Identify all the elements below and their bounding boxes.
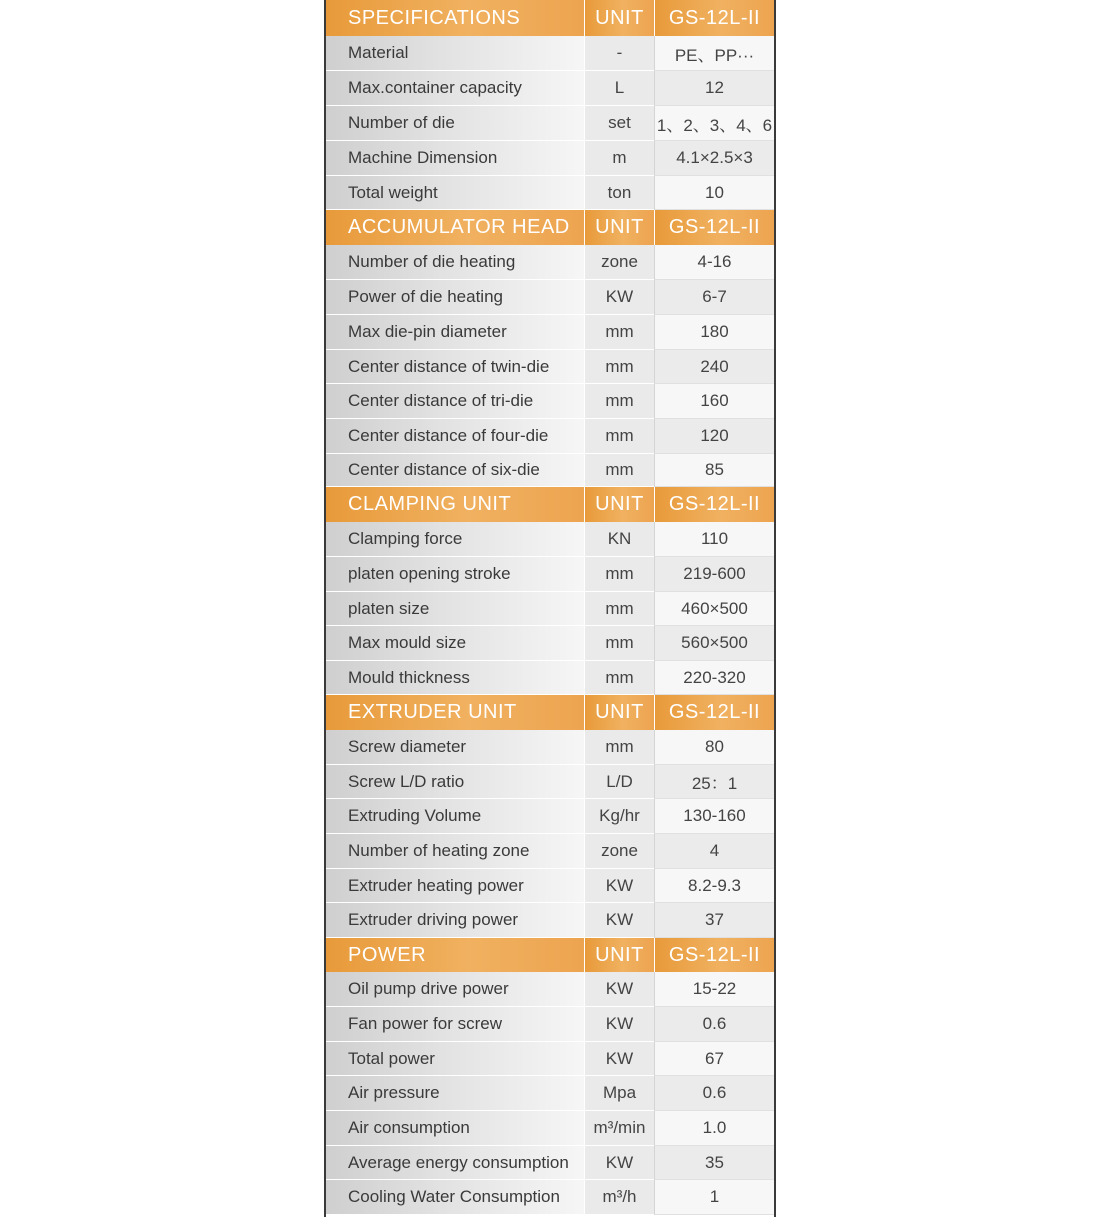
table-row: [326, 1180, 774, 1215]
unit-header: UNIT: [584, 210, 654, 245]
spec-unit: mm: [584, 350, 654, 384]
spec-value: 15-22: [654, 972, 774, 1007]
spec-name: Machine Dimension: [326, 141, 584, 176]
spec-name: Number of die: [326, 106, 584, 141]
spec-unit: mm: [584, 626, 654, 661]
spec-name: Mould thickness: [326, 661, 584, 695]
table-row: [326, 1007, 774, 1042]
spec-unit: mm: [584, 557, 654, 592]
spec-unit: Kg/hr: [584, 799, 654, 834]
spec-table: [324, 0, 776, 1217]
model-header: GS-12L-II: [654, 938, 774, 972]
spec-name: Max.container capacity: [326, 71, 584, 106]
table-row: [326, 350, 774, 384]
spec-value: 110: [654, 522, 774, 557]
unit-header: UNIT: [584, 0, 654, 36]
spec-name: Total weight: [326, 176, 584, 210]
table-row: [326, 1111, 774, 1146]
unit-header: UNIT: [584, 938, 654, 972]
spec-unit: KN: [584, 522, 654, 557]
spec-name: Extruder driving power: [326, 903, 584, 938]
spec-name: Screw L/D ratio: [326, 765, 584, 799]
spec-value: 120: [654, 419, 774, 454]
spec-name: Air pressure: [326, 1076, 584, 1111]
model-header: GS-12L-II: [654, 487, 774, 522]
table-row: [326, 592, 774, 626]
table-row: [326, 71, 774, 106]
table-row: [326, 661, 774, 695]
spec-name: Center distance of four-die: [326, 419, 584, 454]
table-row: [326, 972, 774, 1007]
spec-unit: KW: [584, 1146, 654, 1180]
spec-name: Average energy consumption: [326, 1146, 584, 1180]
spec-unit: mm: [584, 315, 654, 350]
spec-name: Total power: [326, 1042, 584, 1076]
spec-value: 10: [654, 176, 774, 210]
spec-value: 0.6: [654, 1076, 774, 1111]
spec-name: platen size: [326, 592, 584, 626]
section-header: [326, 695, 774, 730]
spec-value: 8.2-9.3: [654, 869, 774, 903]
section-header: [326, 0, 774, 36]
spec-value: 1: [654, 1180, 774, 1215]
spec-name: Air consumption: [326, 1111, 584, 1146]
section-title: EXTRUDER UNIT: [326, 695, 584, 730]
table-row: [326, 869, 774, 903]
table-row: [326, 176, 774, 210]
spec-name: Extruder heating power: [326, 869, 584, 903]
spec-unit: zone: [584, 834, 654, 869]
spec-value: 35: [654, 1146, 774, 1180]
section-title: CLAMPING UNIT: [326, 487, 584, 522]
spec-unit: Mpa: [584, 1076, 654, 1111]
unit-header: UNIT: [584, 695, 654, 730]
spec-name: Fan power for screw: [326, 1007, 584, 1042]
spec-value: 180: [654, 315, 774, 350]
spec-unit: mm: [584, 592, 654, 626]
section-title: ACCUMULATOR HEAD: [326, 210, 584, 245]
spec-value: 460×500: [654, 592, 774, 626]
spec-name: Center distance of tri-die: [326, 384, 584, 419]
spec-value: 1、2、3、4、6: [654, 106, 774, 141]
spec-value: 4: [654, 834, 774, 869]
spec-value: 240: [654, 350, 774, 384]
spec-name: Center distance of six-die: [326, 454, 584, 487]
spec-unit: KW: [584, 869, 654, 903]
spec-value: 560×500: [654, 626, 774, 661]
spec-value: 12: [654, 71, 774, 106]
spec-value: 160: [654, 384, 774, 419]
spec-name: Center distance of twin-die: [326, 350, 584, 384]
table-row: [326, 36, 774, 71]
spec-name: Extruding Volume: [326, 799, 584, 834]
spec-unit: mm: [584, 730, 654, 765]
table-row: [326, 903, 774, 938]
spec-value: 4.1×2.5×3: [654, 141, 774, 176]
spec-name: Max die-pin diameter: [326, 315, 584, 350]
spec-unit: set: [584, 106, 654, 141]
spec-unit: m: [584, 141, 654, 176]
table-row: [326, 1042, 774, 1076]
spec-name: Power of die heating: [326, 280, 584, 315]
table-row: [326, 106, 774, 141]
spec-value: 1.0: [654, 1111, 774, 1146]
spec-name: Screw diameter: [326, 730, 584, 765]
model-header: GS-12L-II: [654, 210, 774, 245]
spec-unit: ton: [584, 176, 654, 210]
spec-name: Clamping force: [326, 522, 584, 557]
spec-name: platen opening stroke: [326, 557, 584, 592]
spec-value: 0.6: [654, 1007, 774, 1042]
table-row: [326, 799, 774, 834]
spec-unit: KW: [584, 1007, 654, 1042]
spec-name: Material: [326, 36, 584, 71]
table-row: [326, 626, 774, 661]
section-title: POWER: [326, 938, 584, 972]
spec-unit: m³/min: [584, 1111, 654, 1146]
spec-value: 220-320: [654, 661, 774, 695]
spec-unit: L/D: [584, 765, 654, 799]
table-row: [326, 1146, 774, 1180]
spec-name: Number of heating zone: [326, 834, 584, 869]
section-header: [326, 487, 774, 522]
spec-unit: mm: [584, 661, 654, 695]
spec-unit: zone: [584, 245, 654, 280]
table-row: [326, 384, 774, 419]
model-header: GS-12L-II: [654, 695, 774, 730]
unit-header: UNIT: [584, 487, 654, 522]
spec-unit: m³/h: [584, 1180, 654, 1215]
table-row: [326, 522, 774, 557]
spec-value: 67: [654, 1042, 774, 1076]
model-header: GS-12L-II: [654, 0, 774, 36]
section-header: [326, 938, 774, 972]
spec-unit: mm: [584, 384, 654, 419]
table-row: [326, 419, 774, 454]
spec-unit: KW: [584, 280, 654, 315]
table-row: [326, 315, 774, 350]
spec-unit: KW: [584, 972, 654, 1007]
spec-name: Oil pump drive power: [326, 972, 584, 1007]
table-row: [326, 245, 774, 280]
table-row: [326, 765, 774, 799]
table-row: [326, 1076, 774, 1111]
spec-value: 80: [654, 730, 774, 765]
table-row: [326, 454, 774, 487]
spec-value: 37: [654, 903, 774, 938]
table-row: [326, 557, 774, 592]
table-row: [326, 730, 774, 765]
spec-unit: mm: [584, 419, 654, 454]
spec-value: 4-16: [654, 245, 774, 280]
spec-value: 25：1: [654, 765, 774, 799]
spec-value: 130-160: [654, 799, 774, 834]
section-header: [326, 210, 774, 245]
spec-value: 219-600: [654, 557, 774, 592]
table-row: [326, 834, 774, 869]
spec-value: 6-7: [654, 280, 774, 315]
spec-unit: KW: [584, 1042, 654, 1076]
spec-unit: KW: [584, 903, 654, 938]
table-row: [326, 280, 774, 315]
spec-name: Max mould size: [326, 626, 584, 661]
spec-name: Number of die heating: [326, 245, 584, 280]
spec-value: PE、PP···: [654, 36, 774, 71]
spec-value: 85: [654, 454, 774, 487]
spec-unit: -: [584, 36, 654, 71]
spec-unit: mm: [584, 454, 654, 487]
table-row: [326, 141, 774, 176]
spec-unit: L: [584, 71, 654, 106]
section-title: SPECIFICATIONS: [326, 0, 584, 36]
spec-name: Cooling Water Consumption: [326, 1180, 584, 1215]
